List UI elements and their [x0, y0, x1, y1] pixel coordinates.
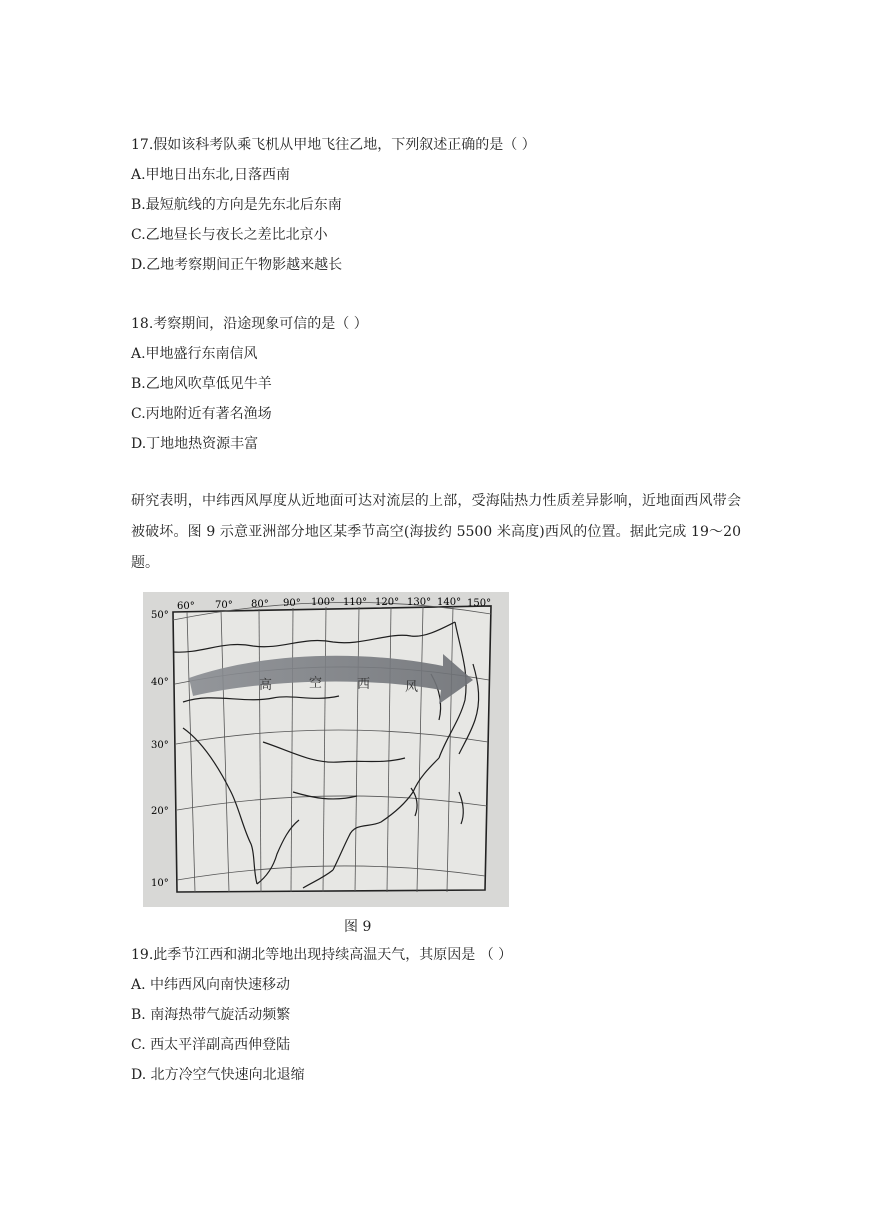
arrow-text-1: 高 — [259, 678, 273, 693]
q19-option-d: D. 北方冷空气快速向北退缩 — [131, 1067, 305, 1083]
lat-label-30: 30° — [151, 740, 169, 751]
q18-option-c: C.丙地附近有著名渔场 — [131, 406, 272, 422]
q19-option-a: A. 中纬西风向南快速移动 — [131, 977, 291, 993]
figure-caption: 图 9 — [344, 919, 372, 935]
figure-9-map — [143, 592, 509, 907]
lon-label-90: 90° — [283, 598, 301, 609]
lon-label-60: 60° — [177, 601, 195, 612]
lon-label-150: 150° — [467, 598, 492, 609]
lon-label-110: 110° — [343, 597, 368, 608]
arrow-text-4: 风 — [405, 680, 419, 695]
q17-stem: 17.假如该科考队乘飞机从甲地飞往乙地，下列叙述正确的是（ ） — [131, 137, 536, 153]
q19-option-b: B. 南海热带气旋活动频繁 — [131, 1007, 291, 1023]
q18-option-d: D.丁地地热资源丰富 — [131, 436, 259, 452]
arrow-text-3: 西 — [357, 677, 371, 692]
q18-option-a: A.甲地盛行东南信风 — [131, 346, 258, 362]
q17-option-d: D.乙地考察期间正午物影越来越长 — [131, 257, 343, 273]
lon-label-100: 100° — [311, 597, 336, 608]
q17-option-a: A.甲地日出东北,日落西南 — [131, 167, 291, 183]
q17-option-b: B.最短航线的方向是先东北后东南 — [131, 197, 342, 213]
q18-option-b: B.乙地风吹草低见牛羊 — [131, 376, 272, 392]
intro-paragraph: 研究表明，中纬西风厚度从近地面可达对流层的上部，受海陆热力性质差异影响，近地面西风带会被破坏。图 9 示意亚洲部分地区某季节高空(海拔约 5500 米高度)西风的位置。据此完成 19～20 题。 — [131, 493, 741, 571]
lon-label-120: 120° — [375, 597, 400, 608]
arrow-text-2: 空 — [309, 676, 323, 691]
map-svg — [143, 592, 509, 907]
q17-option-c: C.乙地昼长与夜长之差比北京小 — [131, 227, 328, 243]
lat-label-20: 20° — [151, 806, 169, 817]
lon-label-130: 130° — [407, 597, 432, 608]
q18-stem: 18.考察期间，沿途现象可信的是（ ） — [131, 316, 368, 332]
lon-label-80: 80° — [251, 599, 269, 610]
lat-label-10: 10° — [151, 878, 169, 889]
q19-option-c: C. 西太平洋副高西伸登陆 — [131, 1037, 291, 1053]
lon-label-70: 70° — [215, 600, 233, 611]
lat-label-40: 40° — [151, 677, 169, 688]
q19-stem: 19.此季节江西和湖北等地出现持续高温天气，其原因是 （ ） — [131, 947, 513, 963]
lat-label-50: 50° — [151, 610, 169, 621]
lon-label-140: 140° — [437, 597, 462, 608]
